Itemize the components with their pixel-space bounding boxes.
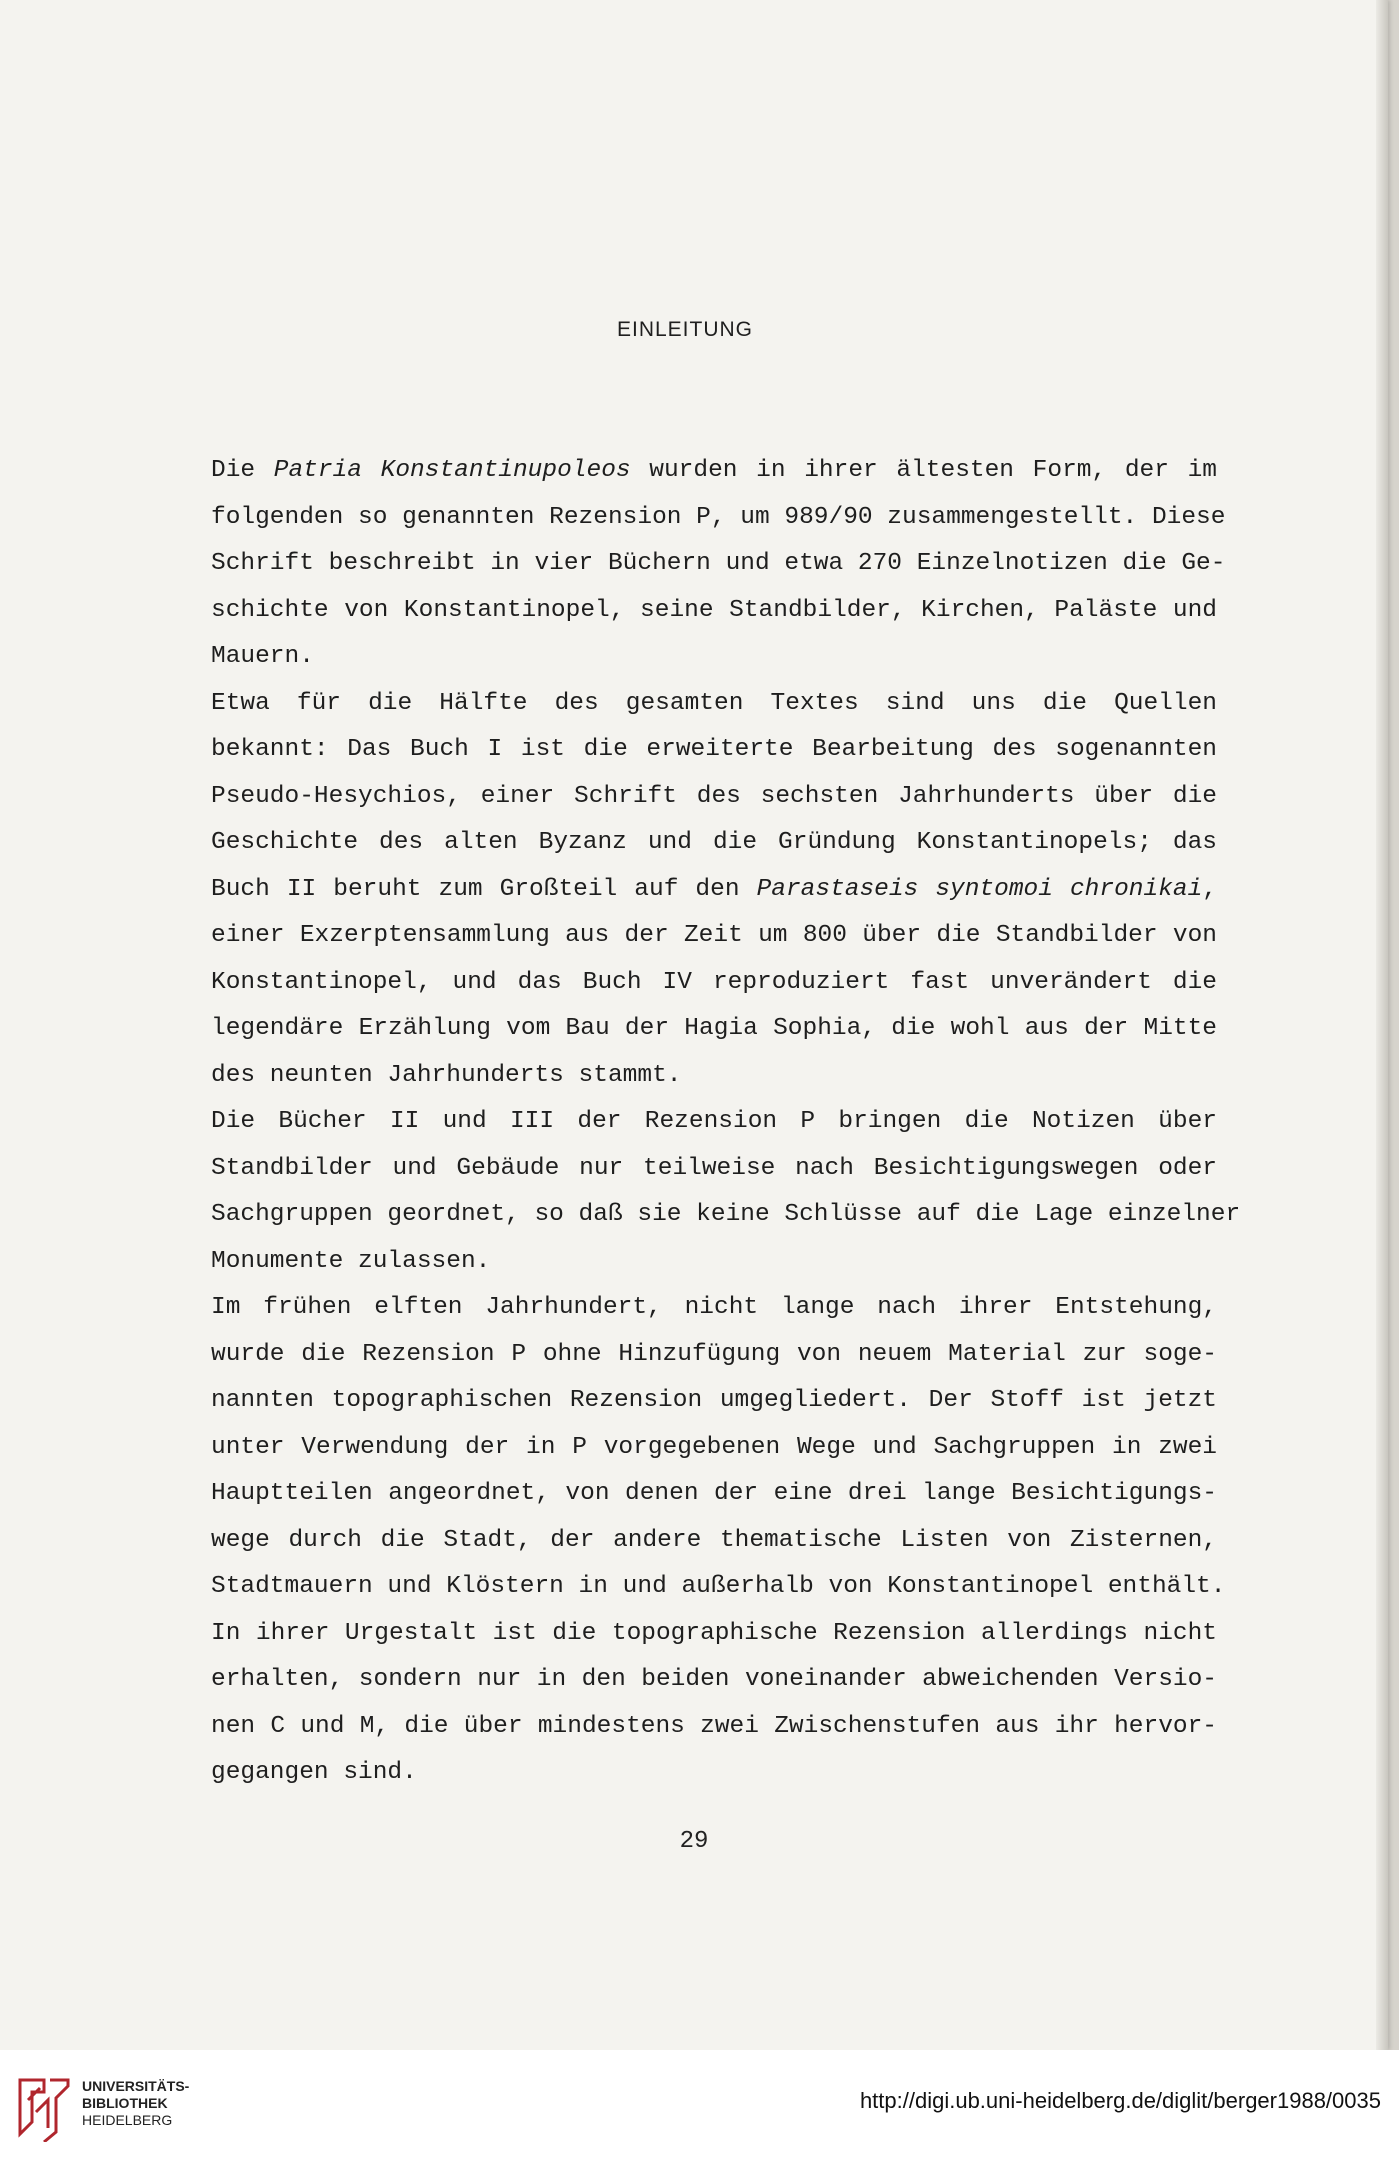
text-line [151,1285,1217,1332]
paragraph [151,448,1226,681]
paragraph [151,1099,1241,1285]
text-line [151,774,1217,821]
text-segment: Konstantinopel, und das Buch IV reproduziert fast unverändert die [211,968,1217,996]
text-line [151,1704,1217,1751]
text-line [151,1564,1226,1611]
text-line [151,1053,1217,1100]
text-line [151,495,1226,542]
text-line [151,1471,1217,1518]
text-segment: Etwa für die Hälfte des gesamten Textes sind uns die Quellen [211,689,1217,717]
text-segment: Stadtmauern und Klöstern in und außerhalb von Konstantinopel enthält. [211,1573,1226,1600]
text-line [151,1099,1217,1146]
text-segment: wurden in ihrer ältesten Form, der im [630,457,1218,484]
text-line [151,1518,1217,1565]
italic-title: Parastaseis syntomoi chronikai [756,875,1203,903]
text-line [151,820,1217,867]
text-line [151,913,1217,960]
chapter-title: EINLEITUNG [616,318,754,341]
text-line [151,1378,1217,1425]
paragraph [151,1611,1217,1797]
text-segment: bekannt: Das Buch I ist die erweiterte Bearbeitung des sogenannten [211,736,1217,763]
text-segment: nannten topographischen Rezension umgegliedert. Der Stoff ist jetzt [211,1387,1217,1414]
text-line [151,634,1217,681]
text-segment: schichte von Konstantinopel, seine Standbilder, Kirchen, Paläste und [211,596,1217,624]
source-url[interactable]: http://digi.ub.uni-heidelberg.de/diglit/berger1988/0035 [859,2088,1381,2113]
text-segment: wege durch die Stadt, der andere thematische Listen von Zisternen, [211,1526,1217,1554]
text-segment: des neunten Jahrhunderts stammt. [211,1061,682,1089]
body-text [151,448,1241,1797]
text-segment: Geschichte des alten Byzanz und die Gründung Konstantinopels; das [211,829,1217,856]
text-line [151,960,1217,1007]
text-segment: nen C und M, die über mindestens zwei Zwischenstufen aus ihr hervor- [211,1712,1217,1740]
page-edge-shadow [1376,0,1388,2050]
text-line [151,727,1217,774]
text-segment: Die Bücher II und III der Rezension P bringen die Notizen über [211,1108,1217,1135]
text-line [151,1006,1217,1053]
text-segment: erhalten, sondern nur in den beiden voneinander abweichenden Versio- [211,1666,1217,1693]
text-line [151,448,1217,495]
text-segment: unter Verwendung der in P vorgegebenen Wege und Sachgruppen in zwei [211,1433,1217,1461]
text-segment: wurde die Rezension P ohne Hinzufügung von neuem Material zur soge- [211,1340,1217,1368]
text-segment: , [1202,875,1217,903]
viewer-footer [0,2050,1399,2162]
text-line [151,1611,1217,1658]
text-line [151,1239,1217,1286]
library-name-line3: HEIDELBERG [82,2112,173,2128]
text-segment: Die [211,457,274,484]
text-segment: Schrift beschreibt in vier Büchern und etwa 270 Einzelnotizen die Ge- [211,550,1226,577]
text-line [151,1750,1217,1797]
library-name-line2: BIBLIOTHEK [82,2095,168,2111]
ub-heidelberg-logo-icon[interactable] [14,2072,74,2142]
text-segment: Standbilder und Gebäude nur teilweise nach Besichtigungswegen oder [211,1154,1217,1182]
text-segment: Monumente zulassen. [211,1247,491,1275]
text-line [151,1146,1217,1193]
text-segment: gegangen sind. [211,1759,417,1786]
text-line [151,1425,1217,1472]
text-line [151,867,1217,914]
text-line [151,1657,1217,1704]
text-segment: Sachgruppen geordnet, so daß sie keine Schlüsse auf die Lage einzelner [211,1201,1241,1228]
text-segment: Pseudo-Hesychios, einer Schrift des sechsten Jahrhunderts über die [211,782,1217,810]
text-line [151,1332,1217,1379]
text-segment: einer Exzerptensammlung aus der Zeit um 800 über die Standbilder von [211,922,1217,949]
italic-title: Patria Konstantinupoleos [273,457,631,484]
text-segment: In ihrer Urgestalt ist die topographische Rezension allerdings nicht [211,1619,1217,1647]
text-line [151,541,1226,588]
paragraph [151,681,1217,1100]
text-segment: Buch II beruht zum Großteil auf den [211,875,757,903]
text-segment: Im frühen elften Jahrhundert, nicht lange nach ihrer Entstehung, [211,1294,1217,1321]
text-segment: Mauern. [211,643,314,670]
paragraph [151,1285,1226,1611]
library-name-line1: UNIVERSITÄTS- [82,2078,190,2094]
text-segment: legendäre Erzählung vom Bau der Hagia Sophia, die wohl aus der Mitte [211,1015,1217,1042]
page-number: 29 [679,1828,709,1855]
text-line [151,588,1217,635]
text-segment: Hauptteilen angeordnet, von denen der eine drei lange Besichtigungs- [211,1480,1217,1507]
text-segment: folgenden so genannten Rezension P, um 989/90 zusammengestellt. Diese [211,503,1226,531]
library-name[interactable] [82,2078,189,2129]
text-line [151,1192,1241,1239]
text-line [151,681,1217,728]
